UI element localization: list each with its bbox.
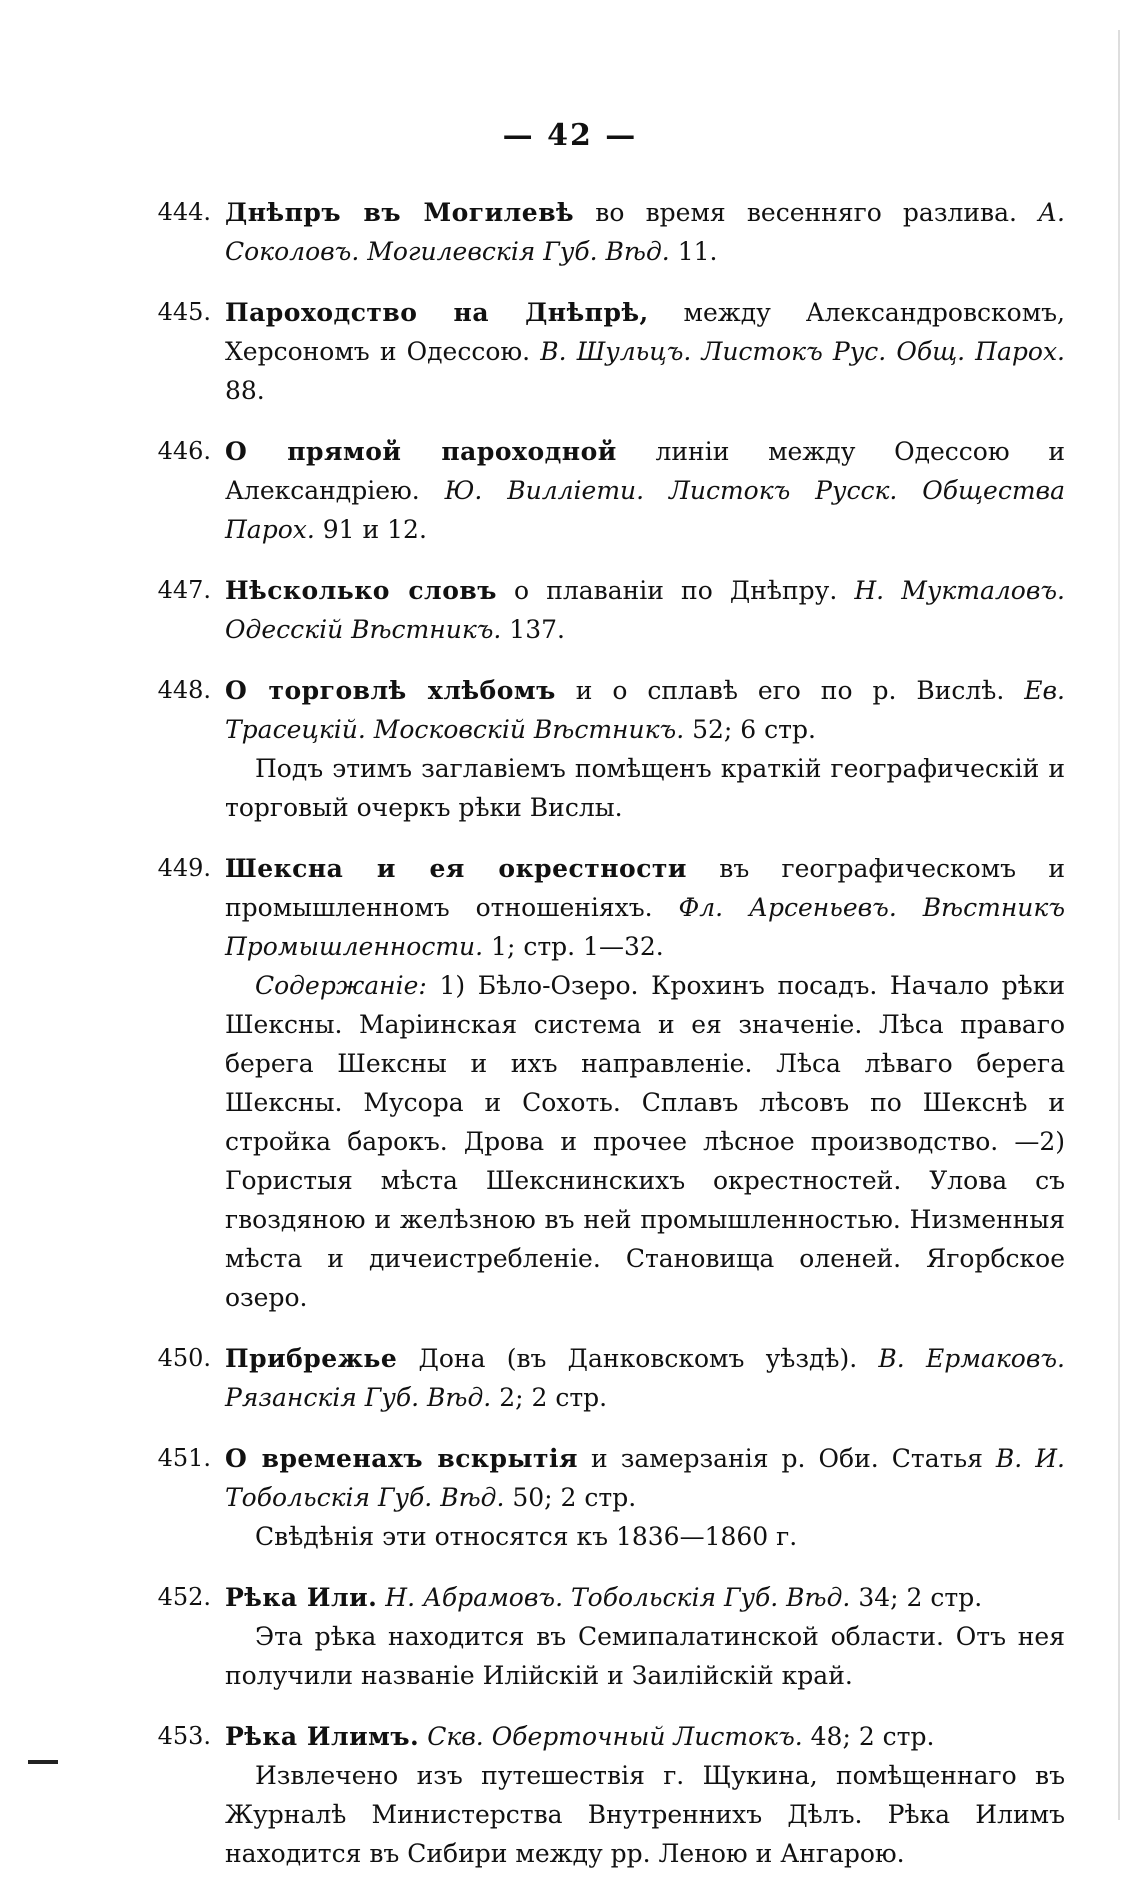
bibliography-entry [155,432,1065,549]
entry-number: 447. [157,576,211,604]
entry-tail: 2; 2 стр. [491,1383,608,1412]
entry-source: В. Ермаковъ. Рязанскія Губ. Вѣд. [225,1344,1065,1412]
entry-number: 445. [157,298,211,326]
entry-title: Пароходство на Днѣпрѣ, [225,298,649,327]
entry-source: В. Шульцъ. Листокъ Рус. Общ. Парох. [540,337,1065,366]
entry-note [225,1756,1065,1873]
entry-description: во время весенняго разлива. [574,198,1039,227]
entry-text [225,1578,1065,1617]
entry-source: Ю. Виллiети. Листокъ Русск. Общества Парох. [225,476,1065,544]
entry-note [225,1517,1065,1556]
entry-description: линіи между Одессою и Александріею. [225,437,1065,505]
entry-text [225,571,1065,649]
entry-note [225,1617,1065,1695]
page-number: — 42 — [502,118,638,153]
bibliography-entry [155,671,1065,827]
entry-tail: 88. [225,376,265,405]
entry-source: Ев. Трaсецкiй. Московскій Вѣстникъ. [225,676,1065,744]
bibliography-entry [155,1339,1065,1417]
entry-source: Скв. Оберточный Листокъ. [427,1722,803,1751]
bibliography-entry [155,1578,1065,1695]
entry-tail: 1; стр. 1—32. [483,932,664,961]
bibliography-entries [155,193,1065,1895]
entry-source: Н. Абрамовъ. Тобольскія Губ. Вѣд. [385,1583,851,1612]
bibliography-entry [155,571,1065,649]
entry-title: Днѣпръ въ Могилевѣ [225,198,575,227]
entry-description: въ географическомъ и промышленномъ отношеніяхъ. [225,854,1065,922]
contents-label: Содержаніе: [255,971,427,1000]
entry-number: 450. [157,1344,211,1372]
entry-text [225,1439,1065,1517]
entry-text [225,849,1065,966]
bibliography-entry [155,193,1065,271]
entry-title: Рѣка Илимъ. [225,1722,420,1751]
entry-number: 449. [157,854,211,882]
entry-note-text: Извлечено изъ путешествія г. Щукина, помѣщеннаго въ Журналѣ Министерства Внутреннихъ Дѣлъ. Рѣка Илимъ находится въ Сибири между рр. Леною и Ангарою. [225,1761,1065,1868]
entry-description [419,1722,427,1751]
entry-text [225,193,1065,271]
entry-text [225,1717,1065,1756]
entry-tail: 48; 2 стр. [802,1722,935,1751]
entry-description: и замерзанія р. Оби. Статья [578,1444,996,1473]
entry-text [225,1339,1065,1417]
entry-number: 448. [157,676,211,704]
entry-tail: 34; 2 стр. [850,1583,983,1612]
entry-tail: 52; 6 стр. [684,715,816,744]
bibliography-entry [155,293,1065,410]
entry-title: Шексна и ея окрестности [225,854,687,883]
entry-title: О временахъ вскрытія [225,1444,578,1473]
entry-number: 446. [157,437,211,465]
entry-number: 444. [157,198,211,226]
entry-source: А. Соколовъ. Могилевскія Губ. Вѣд. [225,198,1065,266]
entry-note [225,749,1065,827]
entry-note-text: Подъ этимъ заглавіемъ помѣщенъ краткій географическій и торговый очеркъ рѣки Вислы. [225,754,1065,822]
entry-description: между Александровскомъ, Херсономъ и Одессою. [225,298,1065,366]
entry-number: 453. [157,1722,211,1750]
contents-text: 1) Бѣло-Озеро. Кроxинъ посадъ. Начало рѣки Шексны. Маріинская система и ея значеніе. Лѣса праваго берега Шексны и ихъ направленіе. Лѣса лѣваго берега Шексны. Мусора и Сохоть. Сплавъ лѣсовъ по Шекснѣ и стройка барокъ. Дрова и прочее лѣсное производство. —2) Гористыя мѣста Шекснинскихъ окрестностей. Улова съ гвоздяною и желѣзною въ ней промышленностью. Низменныя мѣста и дичеистребленіе. Становища оленей. Ягорбское озеро. [225,971,1065,1312]
entry-source: В. И. Тобольскія Губ. Вѣд. [225,1444,1066,1512]
entry-text [225,432,1065,549]
entry-note-text: Свѣдѣнія эти относятся къ 1836—1860 г. [255,1522,798,1551]
entry-tail: 137. [501,615,565,644]
entry-description: о плаваніи по Днѣпру. [496,576,855,605]
entry-source: Н. Мукталовъ. Одесскій Вѣстникъ. [225,576,1066,644]
bibliography-entry [155,1439,1065,1556]
entry-title: О торговлѣ хлѣбомъ [225,676,556,705]
entry-description: и о сплавѣ его по р. Вислѣ. [555,676,1025,705]
entry-source: Фл. Арсеньевъ. Вѣстникъ Промышленности. [225,893,1065,961]
entry-number: 451. [157,1444,211,1472]
entry-title: О прямой пароходной [225,437,617,466]
entry-note-text: Эта рѣка находится въ Семипалатинской области. Отъ нея получили названіе Илійскій и Заилійскій край. [225,1622,1065,1690]
entry-title: Прибрежье [225,1344,398,1373]
entry-title: Нѣсколько словъ [225,576,497,605]
margin-dash-mark [28,1760,58,1764]
entry-tail: 50; 2 стр. [504,1483,637,1512]
entry-tail: 11. [669,237,718,266]
page-edge-shadow [1118,30,1120,1820]
entry-text [225,671,1065,749]
bibliography-entry [155,849,1065,1317]
entry-number: 452. [157,1583,211,1611]
entry-title: Рѣка Или. [225,1583,378,1612]
entry-text [225,293,1065,410]
entry-description: Дона (въ Данковскомъ уѣздѣ). [397,1344,879,1373]
entry-contents [225,966,1065,1317]
bibliography-entry [155,1717,1065,1873]
entry-tail: 91 и 12. [314,515,427,544]
